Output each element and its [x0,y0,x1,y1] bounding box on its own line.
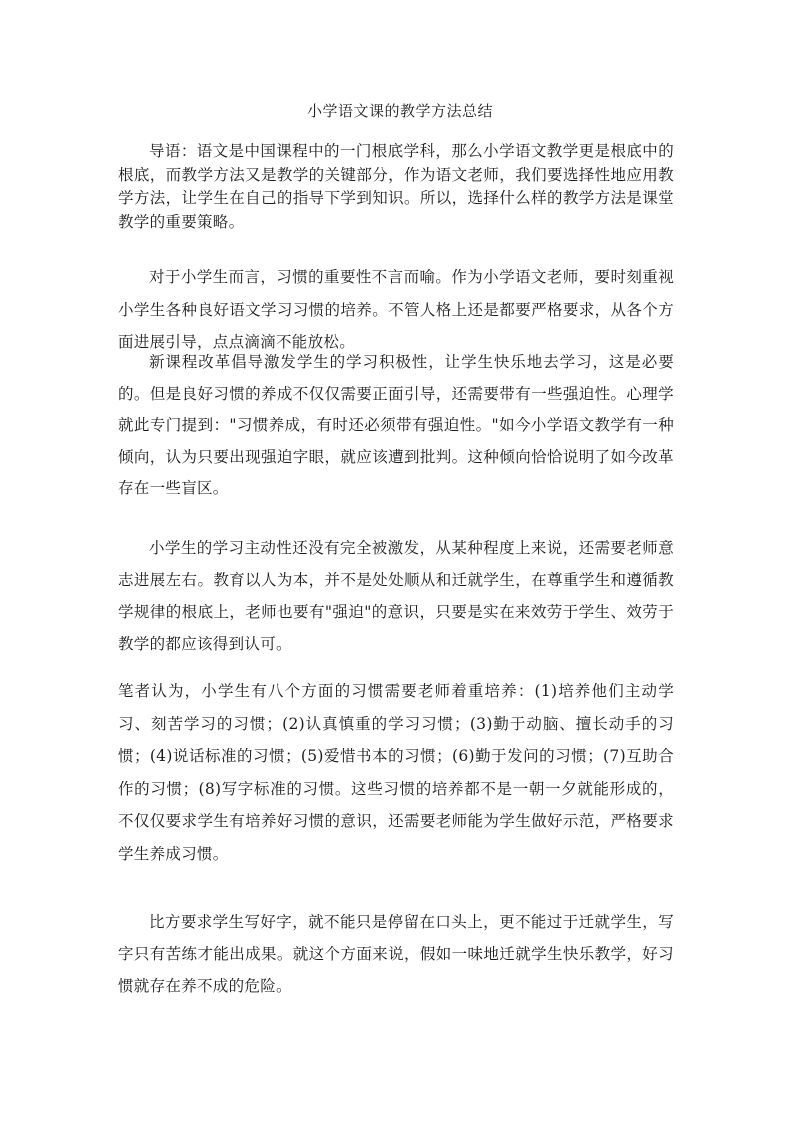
paragraph-curriculum-reform: 新课程改革倡导激发学生的学习积极性，让学生快乐地去学习，这是必要的。但是良好习惯的养成不仅仅需要正面引导，还需要带有一些强迫性。心理学就此专门提到："习惯养成，有时还必须带有强迫性。"如今小学语文教学有一种倾向，认为只要出现强迫字眼，就应该遭到批判。这种倾向恰恰说明了如今改革存在一些盲区。 [118,353,674,497]
paragraph-student-initiative: 小学生的学习主动性还没有完全被激发，从某种程度上来说，还需要老师意志进展左右。教育以人为本，并不是处处顺从和迁就学生，在尊重学生和遵循教学规律的根底上，老师也要有"强迫"的意识，只要是实在来效劳于学生、效劳于教学的都应该得到认可。 [118,539,674,653]
document-title: 小学语文课的教学方法总结 [306,102,493,120]
paragraph-intro: 导语：语文是中国课程中的一门根底学科，那么小学语文教学更是根底中的根底，而教学方法又是教学的关键部分，作为语文老师，我们要选择性地应用教学方法，让学生在自己的指导下学到知识。所以，选择什么样的教学方法是课堂教学的重要策略。 [118,142,674,231]
paragraph-eight-habits: 笔者认为，小学生有八个方面的习惯需要老师着重培养：(1)培养他们主动学习、刻苦学习的习惯；(2)认真慎重的学习习惯；(3)勤于动脑、擅长动手的习惯；(4)说话标准的习惯；(5)爱惜书本的习惯；(6)勤于发问的习惯；(7)互助合作的习惯；(8)写字标准的习惯。这些习惯的培养都不是一朝一夕就能形成的，不仅仅要求学生有培养好习惯的意识，还需要老师能为学生做好示范，严格要求学生养成习惯。 [118,682,674,863]
paragraph-habits: 对于小学生而言，习惯的重要性不言而喻。作为小学语文老师，要时刻重视小学生各种良好语文学习习惯的培养。不管人格上还是都要严格要求，从各个方面进展引导，点点滴滴不能放松。 [118,268,674,351]
paragraph-handwriting: 比方要求学生写好字，就不能只是停留在口头上，更不能过于迁就学生，写字只有苦练才能出成果。就这个方面来说，假如一味地迁就学生快乐教学，好习惯就存在养不成的危险。 [118,913,674,995]
